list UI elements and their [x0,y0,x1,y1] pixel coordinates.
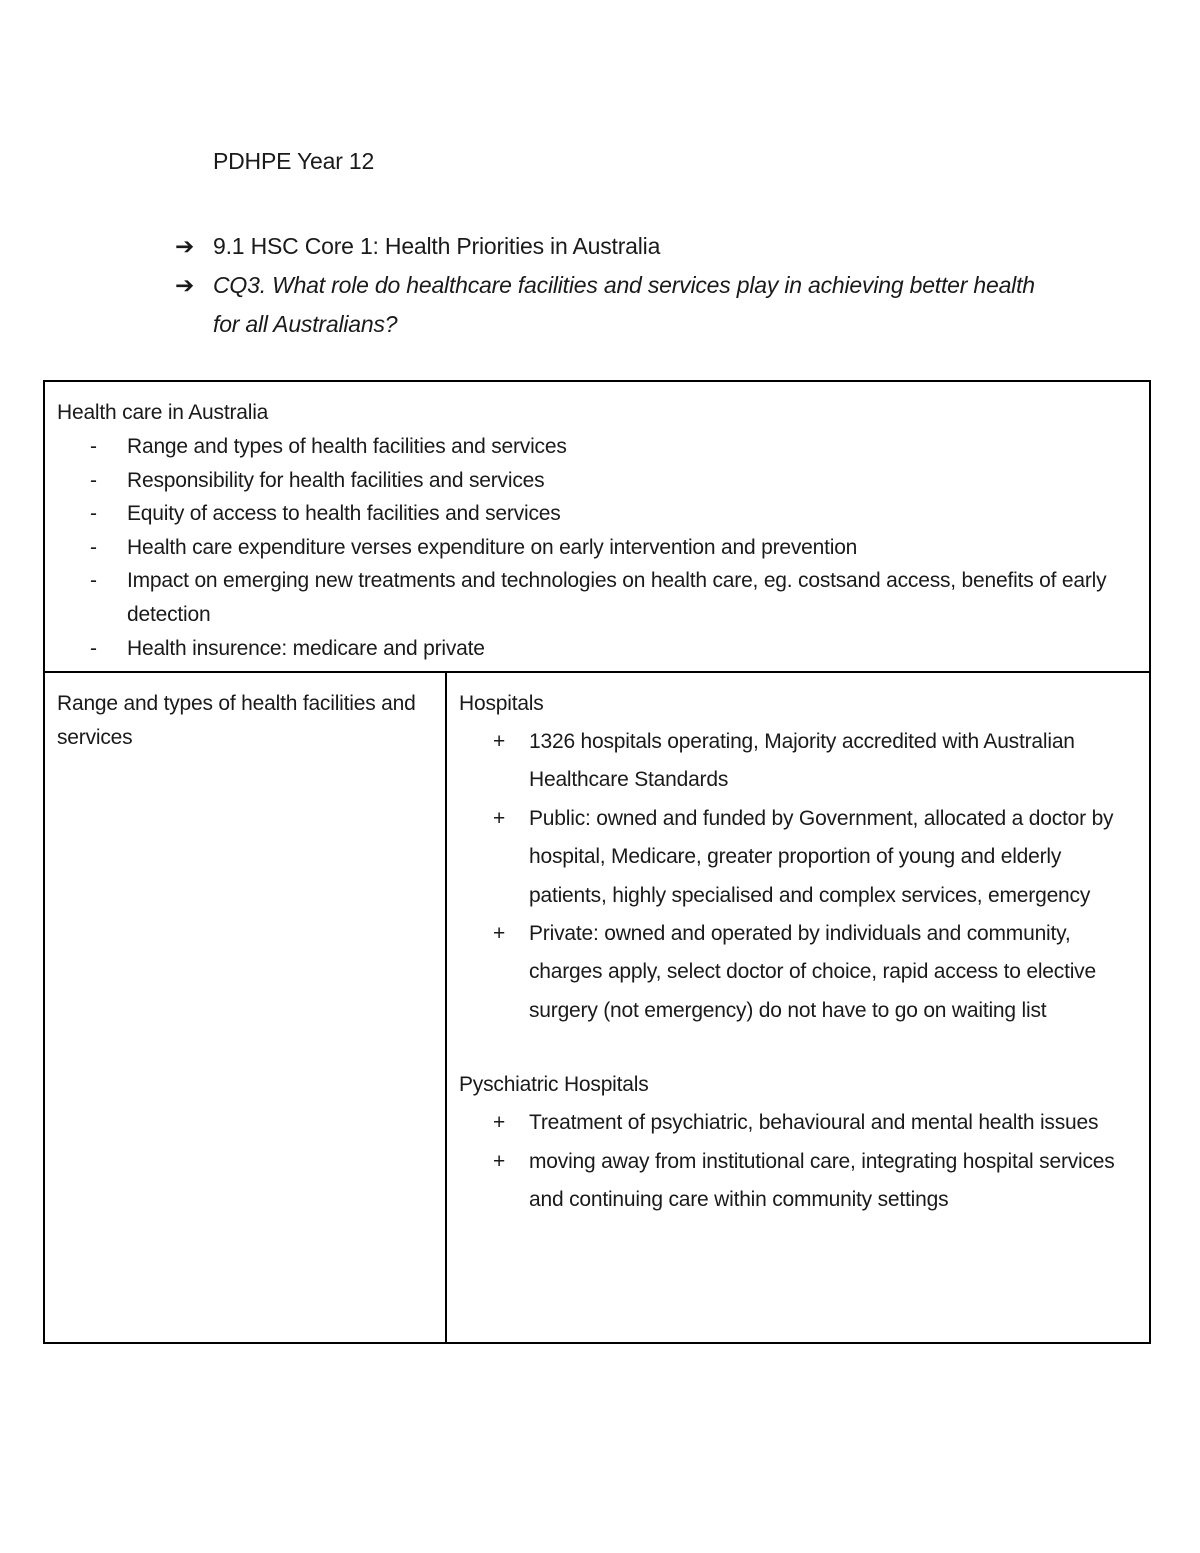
overview-heading: Health care in Australia [57,401,269,424]
dash-bullet-icon: - [90,535,97,559]
dash-bullet-icon: - [90,636,97,660]
notes-table [43,380,1151,1344]
arrow-icon: ➔ [175,272,195,298]
syllabus-dot-point-list [57,430,1137,665]
plus-bullet-icon: + [493,922,506,946]
list-item: + moving away from institutional care, integrating hospital services and continuing care within community settings [459,1143,1129,1220]
list-item: + 1326 hospitals operating, Majority accredited with Australian Healthcare Standards [459,723,1129,800]
plus-bullet-icon: + [493,806,506,830]
topic-label: Range and types of health facilities and services [57,692,416,749]
list-item: + Treatment of psychiatric, behavioural and mental health issues [459,1104,1129,1142]
dash-bullet-icon: - [90,569,97,593]
notes-cell [447,673,1149,1342]
list-item: - Health care expenditure verses expenditure on early intervention and prevention [57,531,1137,565]
plus-bullet-icon: + [493,730,506,753]
psychiatric-note-list [459,1104,1129,1219]
syllabus-overview-cell [45,382,1149,673]
list-item: - Equity of access to health facilities and services [57,497,1137,531]
plus-bullet-icon: + [493,1149,506,1173]
list-item: - Impact on emerging new treatments and technologies on health care, eg. costsand access, benefits of early detection [57,564,1137,631]
core-heading-text: 9.1 HSC Core 1: Health Priorities in Australia [213,233,661,259]
dash-bullet-icon: - [90,502,97,526]
critical-question-text: CQ3. What role do healthcare facilities and services play in achieving better health for all Australians? [213,272,1035,337]
dash-bullet-icon: - [90,435,97,458]
focus-heading-list [175,227,1035,344]
hospitals-note-list [459,723,1129,1030]
hospitals-section-title: Hospitals [459,692,544,715]
arrow-icon: ➔ [175,233,195,259]
list-item: + Private: owned and operated by individuals and community, charges apply, select doctor of choice, rapid access to elective surgery (not emergency) do not have to go on waiting list [459,915,1129,1030]
list-item: + Public: owned and funded by Government, allocated a doctor by hospital, Medicare, greater proportion of young and elderly patients, highly specialised and complex services, emergency [459,800,1129,915]
core-heading [175,227,1035,266]
section-spacer [459,1030,1129,1068]
list-item: - Health insurence: medicare and private [57,632,1137,666]
psychiatric-section-title: Pyschiatric Hospitals [459,1073,649,1097]
plus-bullet-icon: + [493,1111,506,1135]
critical-question-heading [175,266,1035,344]
document-title: PDHPE Year 12 [213,148,375,174]
list-item: - Responsibility for health facilities and services [57,464,1137,498]
list-item: - Range and types of health facilities and services [57,430,1137,464]
topic-label-cell [45,673,447,1342]
dash-bullet-icon: - [90,468,97,492]
